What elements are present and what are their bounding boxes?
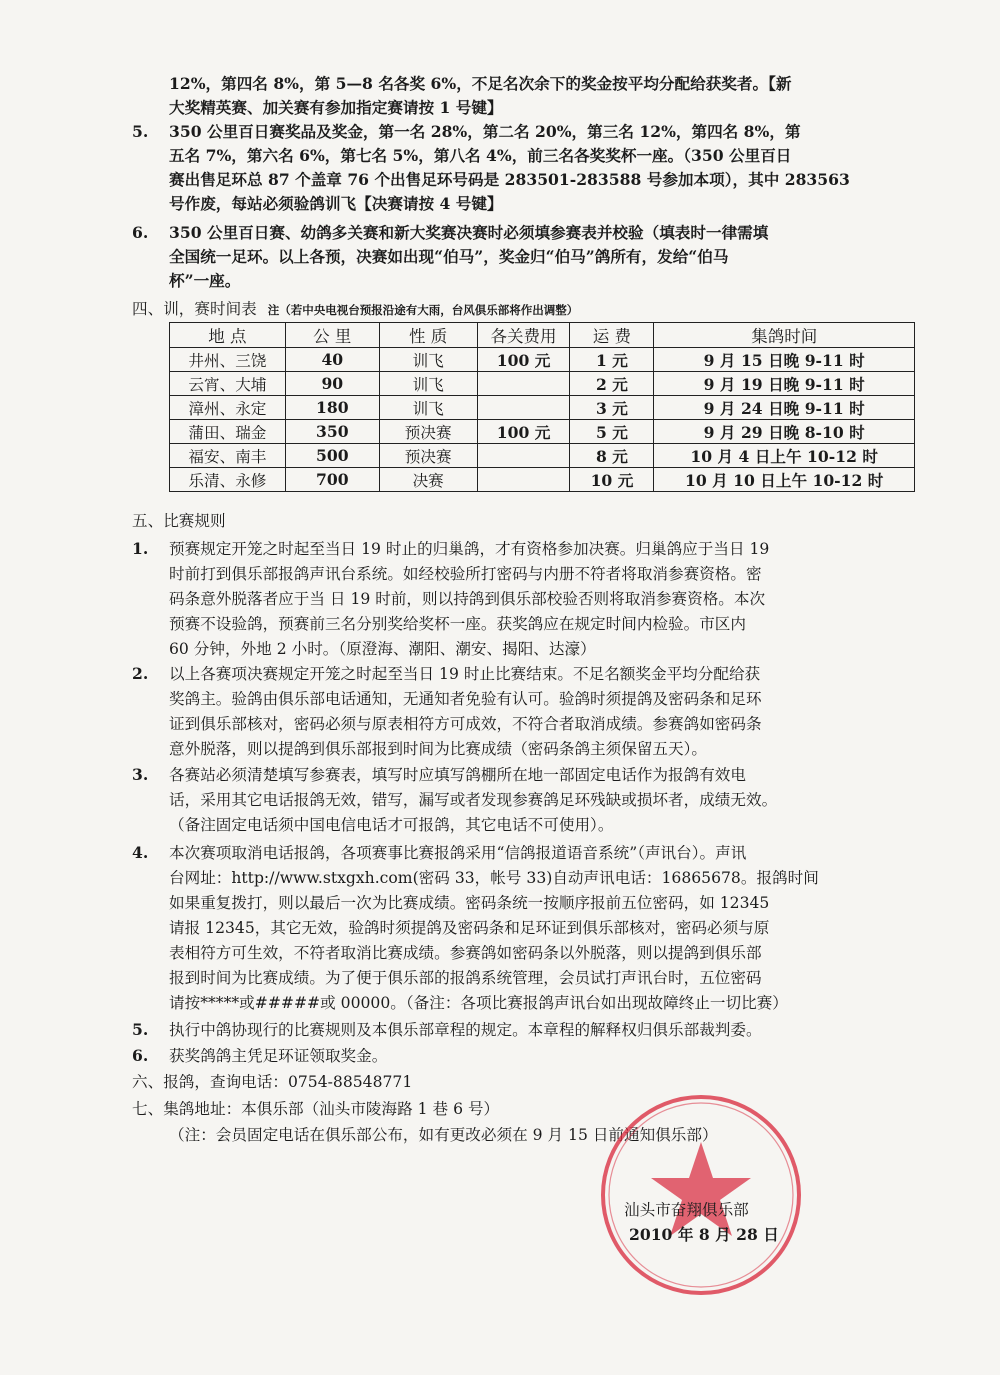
- club-seal-stamp: [596, 1090, 806, 1300]
- cell-distance: 500: [285, 444, 379, 468]
- cell-freight: 8 元: [570, 444, 654, 468]
- col-header-fee: 各关费用: [477, 323, 570, 348]
- col-header-time: 集鸽时间: [654, 323, 915, 348]
- col-header-distance: 公 里: [285, 323, 379, 348]
- cell-freight: 1 元: [570, 348, 654, 372]
- rule3-line-1: 各赛站必须清楚填写参赛表，填写时应填写鸽棚所在地一部固定电话作为报鸽有效电: [169, 766, 746, 784]
- cell-time: 9 月 24 日晚 9-11 时: [654, 396, 915, 420]
- rule4-line-4: 请报 12345，其它无效，验鸽时须提鸽及密码条和足环证到俱乐部核对，密码必须与原: [169, 919, 770, 937]
- cell-type: 训飞: [379, 348, 477, 372]
- cell-type: 决赛: [379, 468, 477, 492]
- cell-time: 10 月 4 日上午 10-12 时: [654, 444, 915, 468]
- rule4-line-7: 请按*****或#####或 00000。（备注：各项比赛报鸽声讯台如出现故障终止一切比赛）: [169, 994, 788, 1012]
- rule1-line-4: 预赛不设验鸽，预赛前三名分别奖给奖杯一座。获奖鸽应在规定时间内检验。市区内: [169, 615, 746, 633]
- table-row: [170, 468, 915, 492]
- rule4-line-1: 本次赛项取消电话报鸽，各项赛事比赛报鸽采用“信鸽报道语音系统”（声讯台）。声讯: [169, 844, 747, 862]
- cell-freight: 2 元: [570, 372, 654, 396]
- item6-line-3: 杯”一座。: [169, 271, 241, 290]
- section7-note: （注：会员固定电话在俱乐部公布，如有更改必须在 9 月 15 日前通知俱乐部）: [169, 1126, 718, 1144]
- rule1-line-1: 预赛规定开笼之时起至当日 19 时止的归巢鸽，才有资格参加决赛。归巢鸽应于当日 19: [169, 540, 770, 558]
- cell-time: 9 月 19 日晚 9-11 时: [654, 372, 915, 396]
- rule5-text: 执行中鸽协现行的比赛规则及本俱乐部章程的规定。本章程的解释权归俱乐部裁判委。: [169, 1021, 762, 1039]
- rule2-number: 2.: [132, 664, 149, 683]
- item6-number: 6.: [132, 223, 149, 242]
- cell-freight: 5 元: [570, 420, 654, 444]
- rule4-line-3: 如果重复拨打，则以最后一次为比赛成绩。密码条统一按顺序报前五位密码，如 12345: [169, 894, 770, 912]
- table-row: [170, 420, 915, 444]
- cell-freight: 10 元: [570, 468, 654, 492]
- cell-type: 训飞: [379, 372, 477, 396]
- item6-line-2: 全国统一足环。以上各预，决赛如出现“伯马”，奖金归“伯马”鸽所有，发给“伯马: [169, 247, 729, 266]
- table-row: [170, 372, 915, 396]
- rule2-line-2: 奖鸽主。验鸽由俱乐部电话通知，无通知者免验有认可。验鸽时须提鸽及密码条和足环: [169, 690, 762, 708]
- col-header-location: 地 点: [170, 323, 286, 348]
- table-row: [170, 348, 915, 372]
- section4-title: 四、训，赛时间表: [132, 300, 257, 318]
- section7-address: 七、集鸽地址：本俱乐部（汕头市陵海路 1 巷 6 号）: [132, 1100, 500, 1118]
- rule1-line-3: 码条意外脱落者应于当 日 19 时前，则以持鸽到俱乐部校验否则将取消参赛资格。本次: [169, 590, 766, 608]
- section4-heading: [132, 298, 578, 321]
- intro-line-1: 12%，第四名 8%，第 5—8 名各奖 6%，不足名次余下的奖金按平均分配给获奖者。【新: [169, 74, 792, 93]
- cell-type: 训飞: [379, 396, 477, 420]
- table-row: [170, 444, 915, 468]
- rule6-text: 获奖鸽鸽主凭足环证领取奖金。: [169, 1047, 388, 1065]
- schedule-header-row: [170, 323, 915, 348]
- cell-distance: 700: [285, 468, 379, 492]
- rule2-line-1: 以上各赛项决赛规定开笼之时起至当日 19 时止比赛结束。不足名额奖金平均分配给获: [169, 665, 761, 683]
- item5-line-2: 五名 7%，第六名 6%，第七名 5%，第八名 4%，前三名各奖奖杯一座。（350 公里百日: [169, 146, 792, 165]
- rule1-line-5: 60 分钟，外地 2 小时。（原澄海、潮阳、潮安、揭阳、达濠）: [169, 640, 596, 658]
- rule3-line-3: （备注固定电话须中国电信电话才可报鸽，其它电话不可使用）。: [169, 816, 614, 834]
- section6-phone: 六、报鸽，查询电话：0754-88548771: [132, 1073, 413, 1091]
- cell-fee: [477, 468, 570, 492]
- rule5-number: 5.: [132, 1020, 149, 1039]
- rule3-number: 3.: [132, 765, 149, 784]
- cell-freight: 3 元: [570, 396, 654, 420]
- item5-line-3: 赛出售足环总 87 个盖章 76 个出售足环号码是 283501-283588 号参加本项），其中 283563: [169, 170, 850, 189]
- rule2-line-3: 证到俱乐部核对，密码必须与原表相符方可成效，不符合者取消成绩。参赛鸽如密码条: [169, 715, 762, 733]
- intro-line-2: 大奖精英赛、加关赛有参加指定赛请按 1 号键】: [169, 98, 503, 117]
- cell-fee: [477, 396, 570, 420]
- schedule-table: [169, 322, 915, 492]
- rule4-line-2: 台网址：http://www.stxgxh.com(密码 33，帐号 33)自动声讯电话：16865678。报鸽时间: [169, 869, 819, 887]
- rule3-line-2: 话，采用其它电话报鸽无效，错写，漏写或者发现参赛鸽足环残缺或损坏者，成绩无效。: [169, 791, 778, 809]
- cell-fee: 100 元: [477, 420, 570, 444]
- rule4-line-5: 表相符方可生效，不符者取消比赛成绩。参赛鸽如密码条以外脱落，则以提鸽到俱乐部: [169, 944, 762, 962]
- item5-number: 5.: [132, 122, 149, 141]
- cell-location: 漳州、永定: [170, 396, 286, 420]
- cell-location: 井州、三饶: [170, 348, 286, 372]
- cell-distance: 90: [285, 372, 379, 396]
- cell-location: 福安、南丰: [170, 444, 286, 468]
- cell-time: 9 月 15 日晚 9-11 时: [654, 348, 915, 372]
- cell-location: 乐清、永修: [170, 468, 286, 492]
- section5-heading: 五、比赛规则: [132, 512, 226, 530]
- cell-distance: 40: [285, 348, 379, 372]
- signature-date: 2010 年 8 月 28 日: [629, 1225, 779, 1244]
- rule4-number: 4.: [132, 843, 149, 862]
- rule1-number: 1.: [132, 539, 149, 558]
- cell-fee: [477, 372, 570, 396]
- rule2-line-4: 意外脱落，则以提鸽到俱乐部报到时间为比赛成绩（密码条鸽主须保留五天）。: [169, 740, 707, 758]
- table-row: [170, 396, 915, 420]
- cell-location: 蒲田、瑞金: [170, 420, 286, 444]
- col-header-freight: 运 费: [570, 323, 654, 348]
- rule6-number: 6.: [132, 1046, 149, 1065]
- item5-line-4: 号作废，每站必须验鸽训飞【决赛请按 4 号键】: [169, 194, 503, 213]
- col-header-type: 性 质: [379, 323, 477, 348]
- cell-type: 预决赛: [379, 420, 477, 444]
- cell-time: 9 月 29 日晚 8-10 时: [654, 420, 915, 444]
- rule1-line-2: 时前打到俱乐部报鸽声讯台系统。如经校验所打密码与内册不符者将取消参赛资格。密: [169, 565, 762, 583]
- cell-location: 云宵、大埔: [170, 372, 286, 396]
- section4-note: 注（若中央电视台预报沿途有大雨，台风俱乐部将作出调整）: [267, 303, 579, 317]
- item6-line-1: 350 公里百日赛、幼鸽多关赛和新大奖赛决赛时必须填参赛表并校验（填表时一律需填: [169, 223, 769, 242]
- cell-fee: 100 元: [477, 348, 570, 372]
- cell-time: 10 月 10 日上午 10-12 时: [654, 468, 915, 492]
- signature-org: 汕头市奋翔俱乐部: [624, 1201, 749, 1219]
- cell-fee: [477, 444, 570, 468]
- cell-distance: 180: [285, 396, 379, 420]
- cell-distance: 350: [285, 420, 379, 444]
- star-icon: [651, 1142, 751, 1236]
- item5-line-1: 350 公里百日赛奖品及奖金，第一名 28%，第二名 20%，第三名 12%，第四名 8%，第: [169, 122, 801, 141]
- rule4-line-6: 报到时间为比赛成绩。为了便于俱乐部的报鸽系统管理，会员试打声讯台时，五位密码: [169, 969, 762, 987]
- cell-type: 预决赛: [379, 444, 477, 468]
